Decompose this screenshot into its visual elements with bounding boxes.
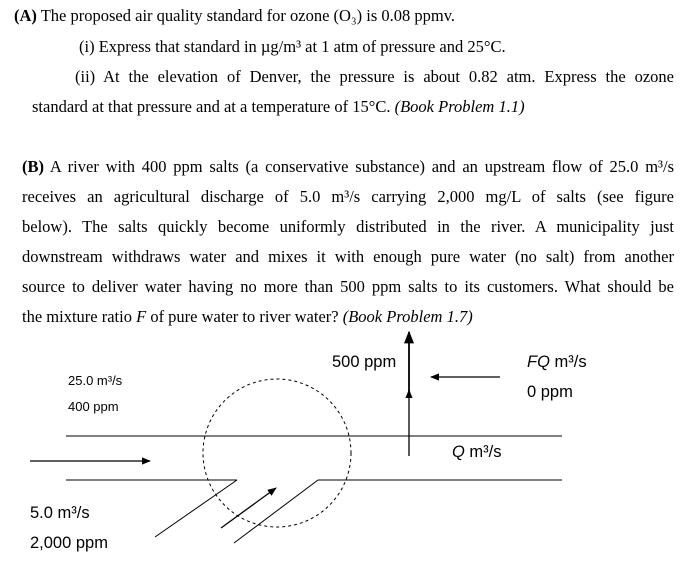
discharge-channel-left	[155, 480, 237, 537]
upstream-conc-label: 400 ppm	[68, 399, 119, 414]
delivered-conc-label: 500 ppm	[332, 353, 397, 371]
problem-b-label: (B)	[22, 157, 44, 176]
problem-a-label: (A)	[14, 6, 37, 25]
withdrawal-flow-label: Q m³/s	[452, 443, 502, 461]
book-reference-a: (Book Problem 1.1)	[394, 97, 525, 116]
problem-b-line2: receives an agricultural discharge of 5.0 m³/s carrying 2,000 mg/L of salts (see figure	[22, 187, 674, 206]
problem-a-part-ii-line1: (ii) At the elevation of Denver, the pressure is about 0.82 atm. Express the ozone	[75, 67, 674, 86]
discharge-conc-label: 2,000 ppm	[30, 534, 108, 552]
discharge-flow-arrow	[221, 488, 276, 528]
problem-b-line1: (B) A river with 400 ppm salts (a conservative substance) and an upstream flow of 25.0 m³/s	[22, 157, 674, 176]
problem-b-line3: below). The salts quickly become uniformly distributed in the river. A municipality just	[22, 217, 674, 236]
problem-a-part-i: (i) Express that standard in µg/m³ at 1 atm of pressure and 25°C.	[79, 37, 506, 56]
problem-a-part-ii-line2: standard at that pressure and at a temperature of 15°C. (Book Problem 1.1)	[32, 97, 525, 116]
problem-b-line6: the mixture ratio F of pure water to river water? (Book Problem 1.7)	[22, 307, 473, 326]
discharge-channel-right	[234, 480, 318, 543]
upstream-flow-label: 25.0 m³/s	[68, 373, 123, 388]
pure-conc-label: 0 ppm	[527, 383, 573, 401]
book-reference-b: (Book Problem 1.7)	[342, 307, 473, 326]
mixing-zone-circle	[203, 379, 351, 527]
problem-b-line4: downstream withdraws water and mixes it with enough pure water (no salt) from another	[22, 247, 674, 266]
discharge-flow-label: 5.0 m³/s	[30, 504, 90, 522]
problem-a-intro: (A) The proposed air quality standard for ozone (O₃) is 0.08 ppmv.	[14, 6, 456, 25]
problem-b-line5: source to deliver water having no more than 500 ppm salts to its customers. What should be	[22, 277, 674, 296]
pure-flow-label: FQ m³/s	[527, 353, 587, 371]
